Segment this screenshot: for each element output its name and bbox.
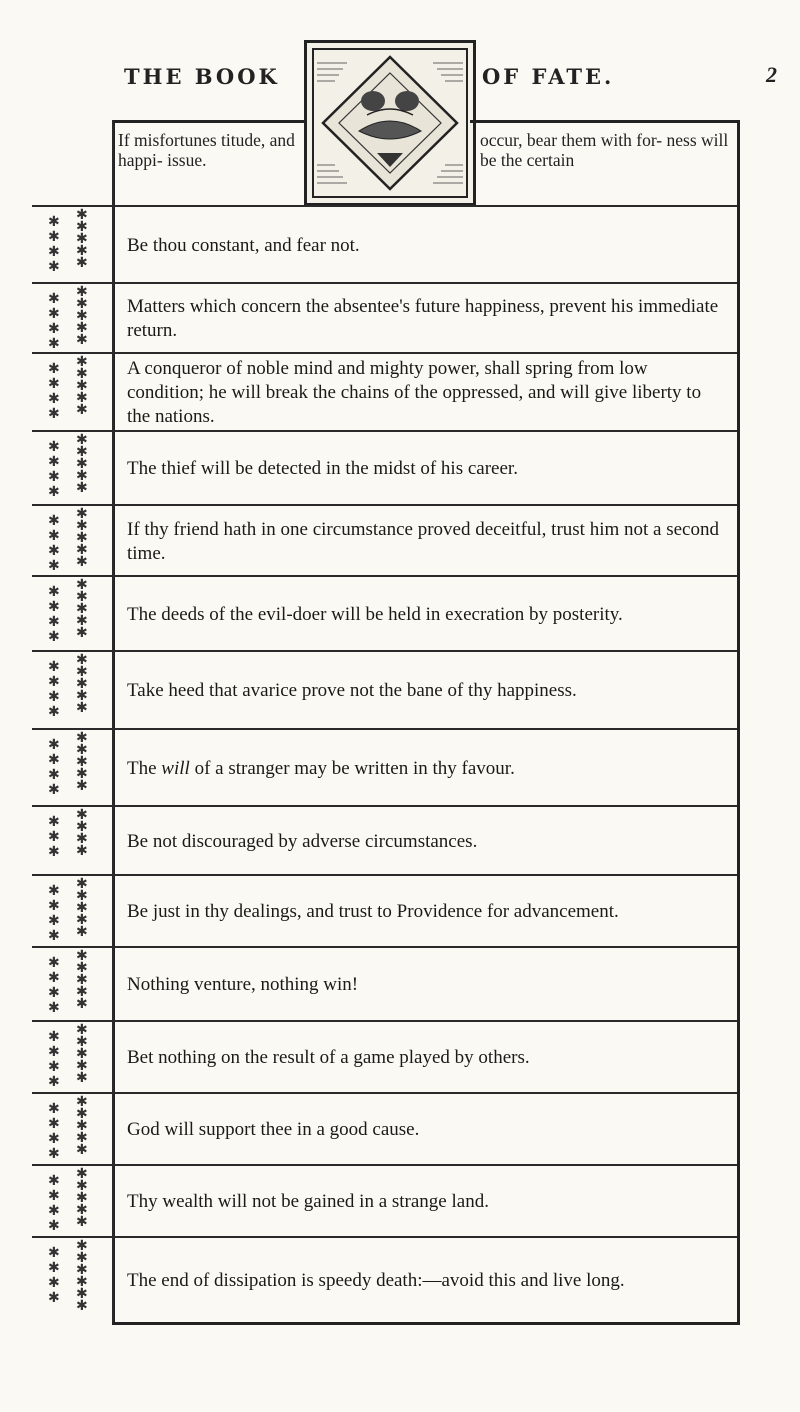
star-column-right: ✱ ✱ ✱ ✱ (76, 807, 88, 859)
oracle-answer-text: Bet nothing on the result of a game played by others. (127, 1047, 530, 1068)
oracle-row (32, 1020, 737, 1094)
oracle-row (32, 205, 737, 284)
oracle-answer-text: Nothing venture, nothing win! (127, 974, 359, 995)
star-column-right: ✱ ✱ ✱ ✱ ✱ (76, 207, 88, 271)
oracle-answer-text: Be just in thy dealings, and trust to Providence for advancement. (127, 901, 619, 922)
star-figure-icon (32, 807, 110, 876)
star-column-right: ✱ ✱ ✱ ✱ ✱ (76, 1166, 88, 1230)
star-column-right: ✱ ✱ ✱ ✱ ✱ (76, 1022, 88, 1086)
star-figure-icon (32, 730, 110, 807)
oracle-answer-text: Be not discouraged by adverse circumstances. (127, 830, 478, 852)
oracle-row (32, 650, 737, 730)
continued-text-right: occur, bear them with for- ness will be the certain (480, 130, 729, 170)
star-figure-icon (32, 1022, 110, 1094)
oracle-answer-text: A conqueror of noble mind and mighty power, shall spring from low condition; he will break the chains of the oppressed, and will give liberty to the nations. (127, 358, 702, 427)
star-column-right: ✱ ✱ ✱ ✱ ✱ (76, 948, 88, 1012)
star-column-left: ✱ ✱ ✱ (48, 814, 60, 860)
oracle-row (32, 728, 737, 807)
star-figure-icon (32, 652, 110, 730)
star-column-right: ✱ ✱ ✱ ✱ ✱ ✱ (76, 1238, 88, 1314)
oracle-text-part: The (127, 757, 162, 779)
oracle-row (32, 575, 737, 652)
oracle-row (32, 874, 737, 948)
oracle-answer-text: The end of dissipation is speedy death:—avoid this and live long. (127, 1270, 625, 1291)
star-column-right: ✱ ✱ ✱ ✱ ✱ (76, 506, 88, 570)
star-figure-icon (32, 876, 110, 948)
star-figure-icon (32, 1166, 110, 1238)
star-figure-icon (32, 506, 110, 577)
star-column-left: ✱ ✱ ✱ ✱ (48, 584, 60, 645)
star-column-left: ✱ ✱ ✱ ✱ (48, 439, 60, 500)
star-column-left: ✱ ✱ ✱ ✱ (48, 659, 60, 720)
star-column-left: ✱ ✱ ✱ ✱ (48, 1029, 60, 1090)
star-column-left: ✱ ✱ ✱ ✱ (48, 291, 60, 352)
oracle-row (32, 1236, 737, 1324)
star-column-left: ✱ ✱ ✱ ✱ (48, 883, 60, 944)
oracle-answer-text: If thy friend hath in one circumstance proved deceitful, trust him not a second time. (127, 518, 719, 564)
oracle-text-italic: will (161, 757, 190, 779)
oracle-row (32, 430, 737, 506)
star-figure-icon (32, 577, 110, 652)
star-column-right: ✱ ✱ ✱ ✱ ✱ (76, 284, 88, 348)
star-column-right: ✱ ✱ ✱ ✱ ✱ (76, 432, 88, 496)
continued-text-left: If misfortunes titude, and happi- issue. (118, 130, 295, 170)
oracle-answer-text: The thief will be detected in the midst of his career. (127, 458, 518, 479)
running-header-right: OF FATE. (482, 64, 615, 89)
oracle-row (32, 282, 737, 354)
oracle-answer-text: Thy wealth will not be gained in a strange land. (127, 1191, 489, 1212)
star-column-right: ✱ ✱ ✱ ✱ ✱ (76, 652, 88, 716)
star-column-left: ✱ ✱ ✱ ✱ (48, 955, 60, 1016)
oracle-row (32, 946, 737, 1022)
star-column-right: ✱ ✱ ✱ ✱ ✱ (76, 730, 88, 794)
star-column-left: ✱ ✱ ✱ ✱ (48, 513, 60, 574)
oracle-row (32, 805, 737, 876)
oracle-answer-text: God will support thee in a good cause. (127, 1119, 420, 1140)
star-figure-icon (32, 354, 110, 432)
star-column-right: ✱ ✱ ✱ ✱ ✱ (76, 577, 88, 641)
star-column-left: ✱ ✱ ✱ ✱ (48, 1245, 60, 1306)
star-figure-icon (32, 432, 110, 506)
oracle-answer-text (127, 757, 725, 781)
star-figure-icon (32, 207, 110, 284)
star-figure-icon (32, 948, 110, 1022)
oracle-row (32, 1092, 737, 1166)
running-header-left: THE BOOK (124, 64, 280, 89)
star-column-left: ✱ ✱ ✱ ✱ (48, 361, 60, 422)
oracle-row (32, 1164, 737, 1238)
star-column-left: ✱ ✱ ✱ ✱ (48, 1173, 60, 1234)
star-column-right: ✱ ✱ ✱ ✱ ✱ (76, 1094, 88, 1158)
star-column-left: ✱ ✱ ✱ ✱ (48, 214, 60, 275)
star-column-left: ✱ ✱ ✱ ✱ (48, 737, 60, 798)
oracle-row (32, 504, 737, 577)
star-figure-icon (32, 284, 110, 354)
star-column-right: ✱ ✱ ✱ ✱ ✱ (76, 354, 88, 418)
star-column-right: ✱ ✱ ✱ ✱ ✱ (76, 876, 88, 940)
star-figure-icon (32, 1094, 110, 1166)
oracle-text-part: of a stranger may be written in thy favour. (189, 757, 515, 779)
page-number: 2 (766, 62, 777, 87)
star-figure-icon (32, 1238, 110, 1324)
star-column-left: ✱ ✱ ✱ ✱ (48, 1101, 60, 1162)
oracle-answer-text: The deeds of the evil-doer will be held in execration by posterity. (127, 603, 623, 625)
oracle-answer-text: Be thou constant, and fear not. (127, 234, 360, 256)
oracle-answer-text: Take heed that avarice prove not the bane of thy happiness. (127, 680, 577, 701)
oracle-row (32, 352, 737, 432)
oracle-answer-text: Matters which concern the absentee's future happiness, prevent his immediate return. (127, 296, 719, 341)
